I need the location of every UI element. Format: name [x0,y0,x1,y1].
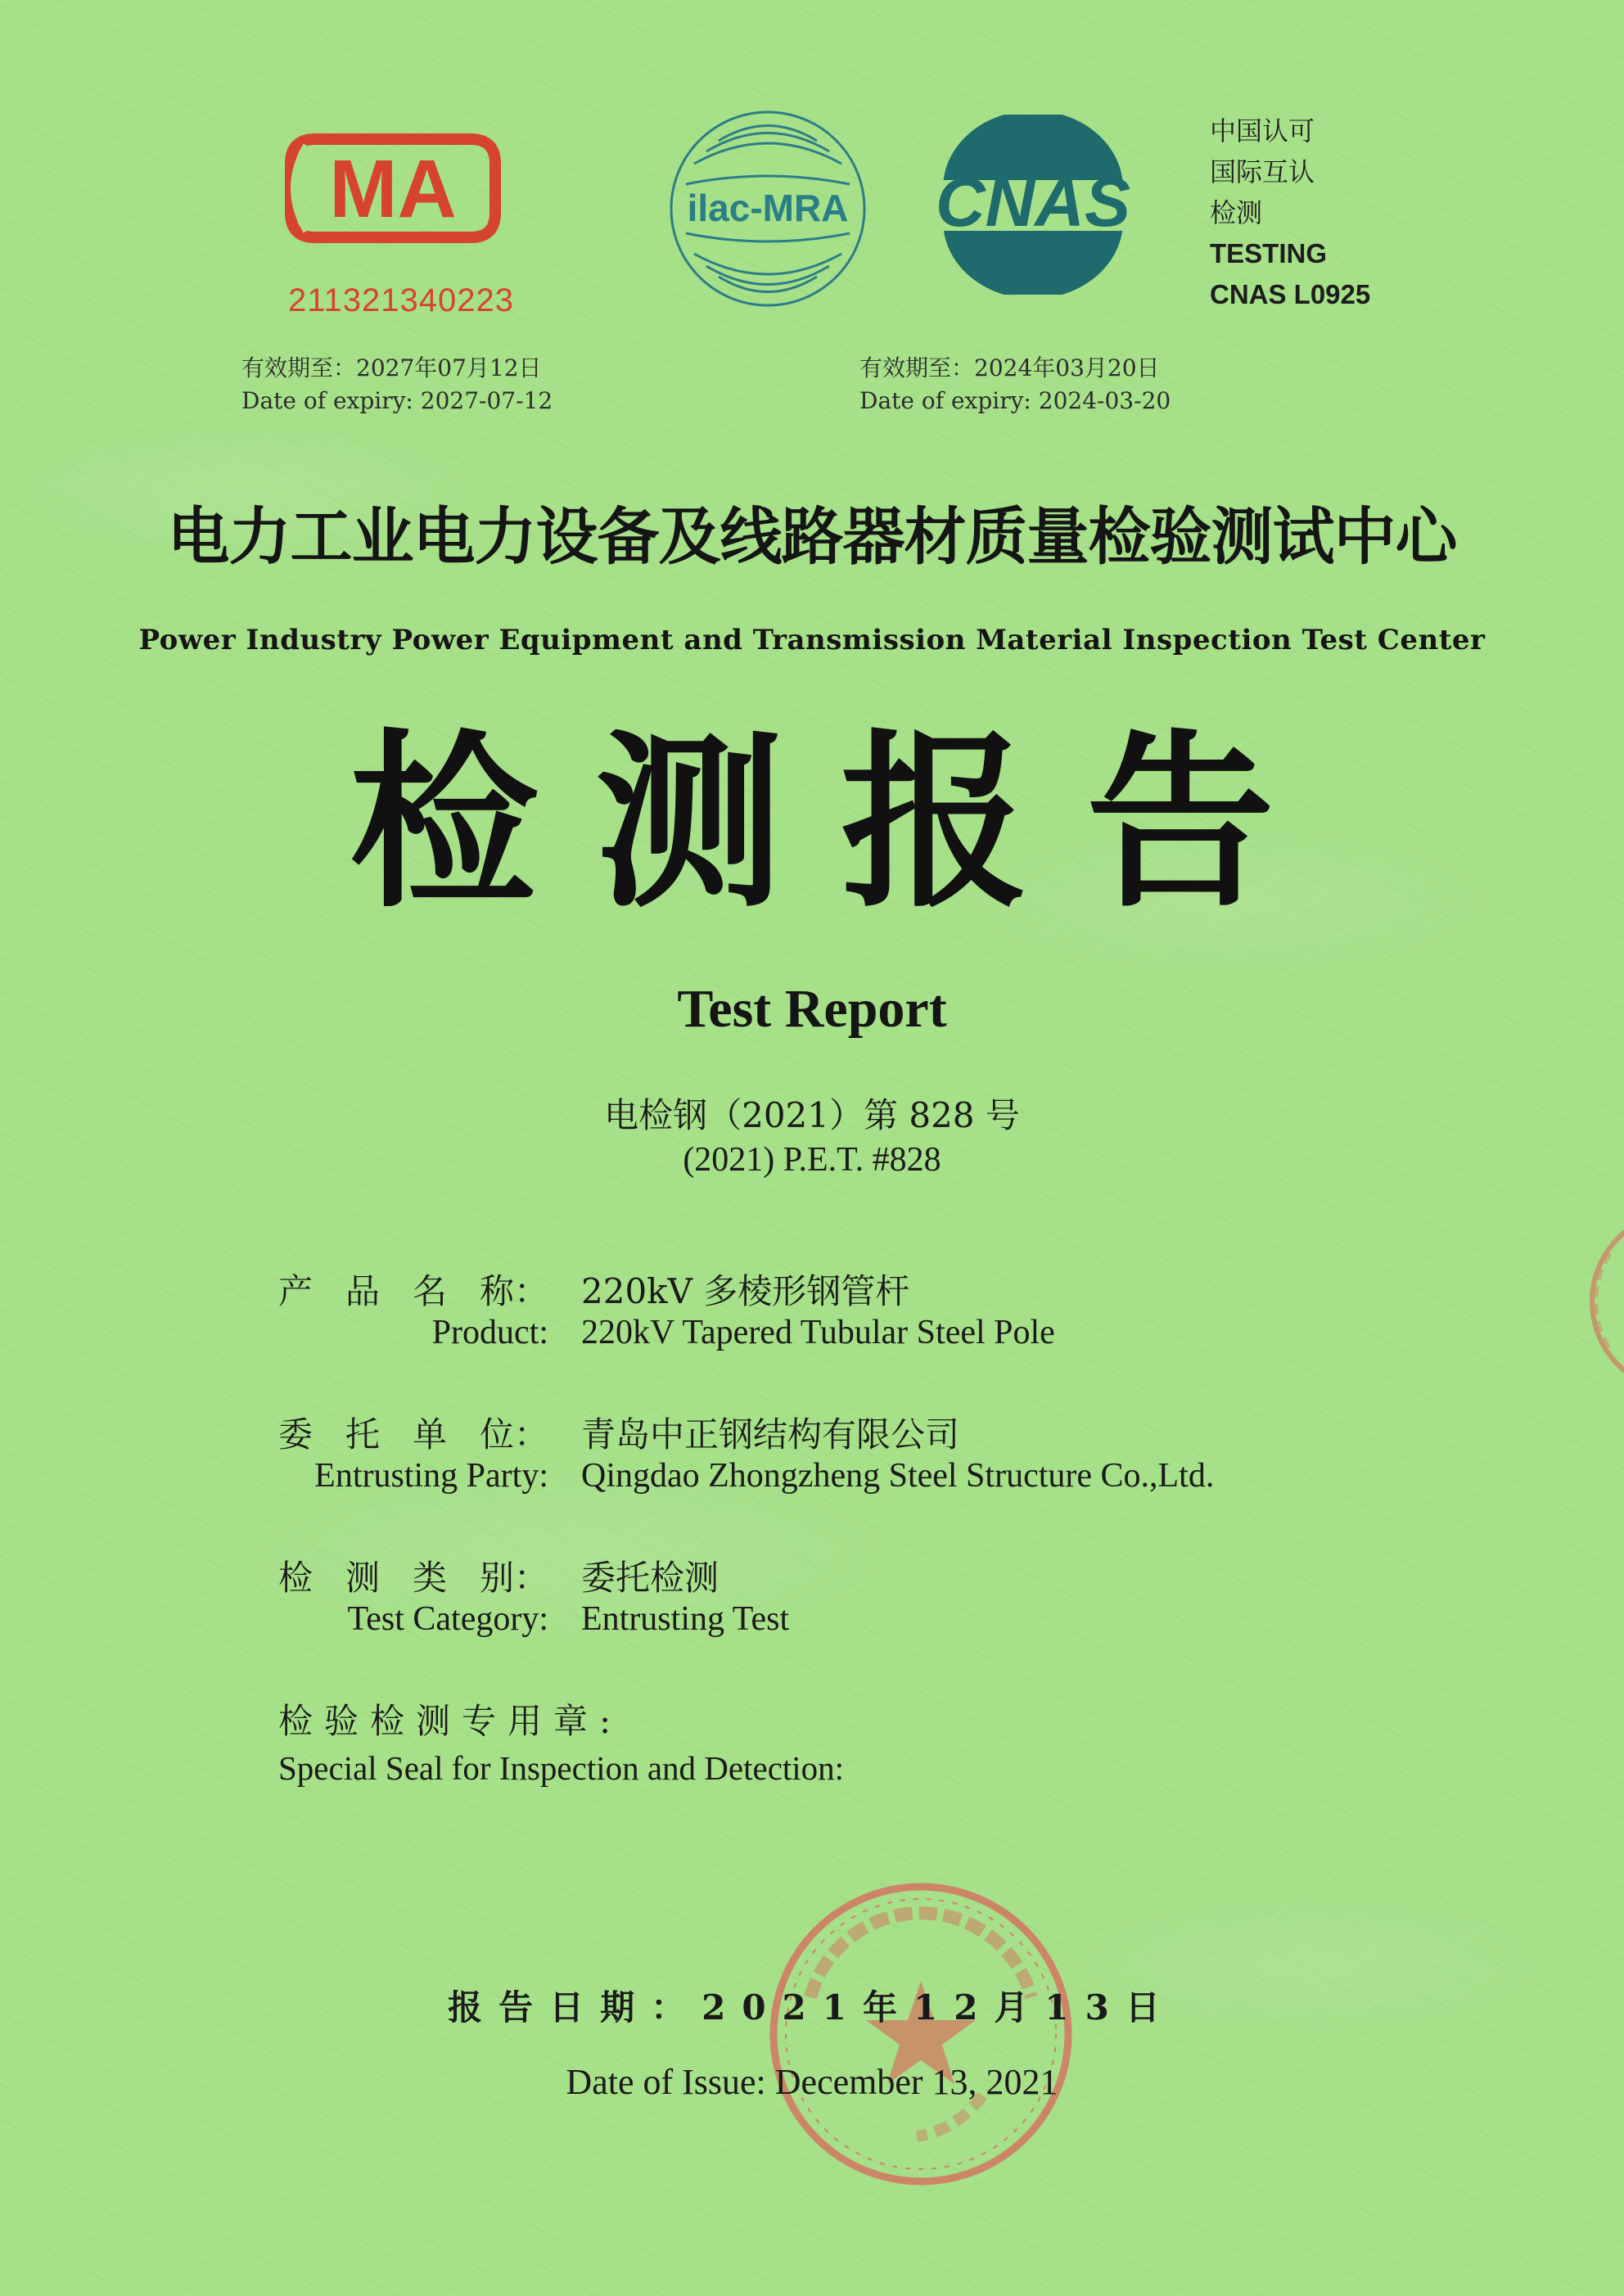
cma-logo [282,123,503,254]
ilac-mra-logo [661,106,874,311]
cnas-line: 检测 [1210,198,1263,228]
cma-expiry-cn: 有效期至：2027年07月12日 [241,354,542,381]
cma-number: 211321340223 [288,282,514,318]
issue-date-en: Date of Issue: December 13, 2021 [566,2062,1058,2102]
cnas-accreditation-text [1210,111,1423,315]
party-label-cn: 委 托 单 位： [278,1414,548,1455]
ilac-logo-text: ilac-MRA [687,187,849,229]
product-label-cn: 产 品 名 称： [278,1271,548,1311]
party-value-en: Qingdao Zhongzheng Steel Structure Co.,Ltd. [581,1457,1215,1495]
center-name-cn: 电力工业电力设备及线路器材质量检验测试中心 [167,500,1457,573]
official-seal-stamp [761,1874,1080,2194]
ilac-expiry-en: Date of expiry: 2024-03-20 [859,387,1171,414]
ilac-expiry-cn: 有效期至：2024年03月20日 [859,354,1160,381]
category-label-en: Test Category: [347,1600,548,1638]
report-ref-en: (2021) P.E.T. #828 [683,1141,941,1179]
seal-label-cn: 检验检测专用章: [278,1701,623,1741]
ilac-expiry [859,352,1171,417]
category-label-cn: 检 测 类 别： [278,1558,548,1598]
report-title-cn: 检测报告 [350,712,1332,933]
party-value-cn: 青岛中正钢结构有限公司 [581,1414,960,1455]
partial-seal-stamp [1559,1203,1624,1400]
cnas-line: 中国认可 [1210,116,1315,146]
product-label-en: Product: [431,1314,548,1351]
cma-logo-text: MA [329,143,457,235]
center-name-en: Power Industry Power Equipment and Transmission Material Inspection Test Center [138,624,1486,656]
report-ref-cn: 电检钢（2021）第 828 号 [604,1095,1020,1135]
issue-date-cn: 报告日期：2021年12月13日 [448,1987,1176,2028]
cma-expiry-en: Date of expiry: 2027-07-12 [241,387,553,414]
category-value-en: Entrusting Test [581,1600,790,1638]
cma-expiry [241,352,553,417]
cnas-line: 国际互认 [1210,157,1315,187]
cnas-line: CNAS L0925 [1210,279,1371,309]
product-value-en: 220kV Tapered Tubular Steel Pole [581,1314,1055,1351]
category-value-cn: 委托检测 [581,1558,720,1598]
party-label-en: Entrusting Party: [314,1457,548,1495]
cnas-line: TESTING [1210,238,1328,268]
product-value-cn: 220kV 多棱形钢管杆 [581,1271,910,1311]
cnas-logo-text: CNAS [935,164,1131,241]
report-title-en: Test Report [677,979,947,1039]
seal-label-en: Special Seal for Inspection and Detection: [278,1749,845,1787]
cnas-logo [910,115,1156,295]
